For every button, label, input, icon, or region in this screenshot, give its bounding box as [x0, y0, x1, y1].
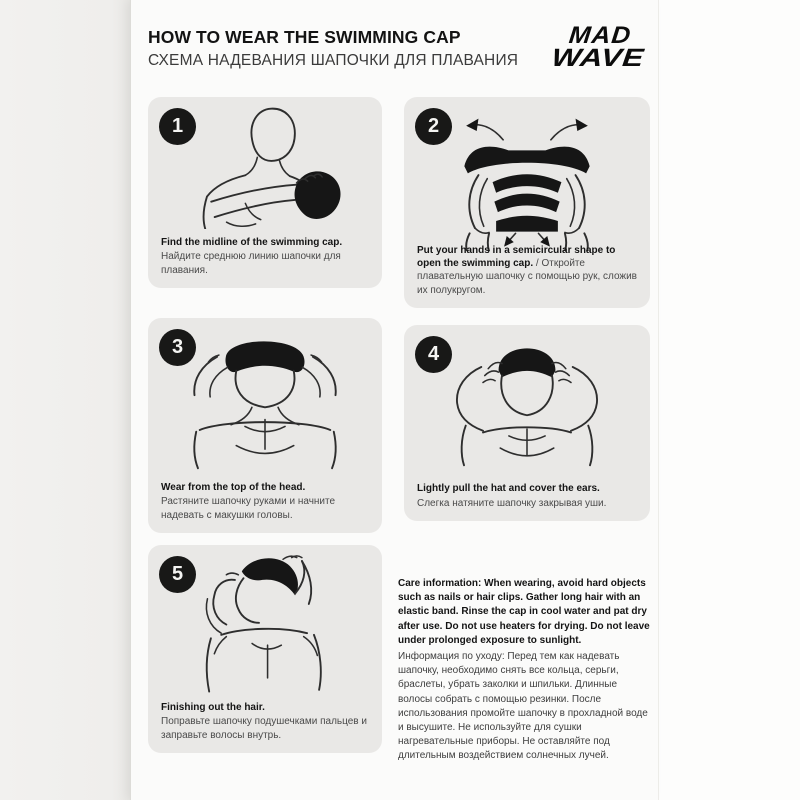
swim-cap-shape [499, 348, 556, 377]
step-3-illustration [148, 322, 382, 470]
step-1-illustration [148, 101, 382, 229]
step-panel-5 [148, 545, 382, 753]
caption-en: Find the midline of the swimming cap. [161, 237, 343, 249]
page-title: HOW TO WEAR THE SWIMMING CAP [148, 27, 461, 47]
madwave-logo [543, 22, 656, 72]
step-panel-2 [404, 97, 650, 308]
swim-cap-shape [225, 341, 304, 372]
cap-and-hair-shape [242, 558, 298, 595]
caption-ru: Слегка натяните шапочку закрывая уши. [417, 497, 607, 509]
care-text-ru: Информация по уходу: Перед тем как надевать шапочку, необходимо снять все кольца, серьги, браслеты, убрать заколки и шпильки. Длинные волосы собрать с помощью резинки. После использования промойте шапочку в прохладной воде и высушите. Не используйте для сушки нагревательные приборы. Не оставляйте под длительным воздействием солнечных лучей. [398, 650, 648, 762]
caption-en: Put your hands in a semicircular shape to open the swimming cap. [417, 244, 616, 270]
step-1-caption [161, 236, 374, 277]
caption-ru: Растяните шапочку руками и начните надевать с макушки головы. [161, 496, 336, 521]
person-holding-cap-drawing [156, 101, 374, 229]
step-3-caption [161, 481, 374, 522]
logo-word-wave: WAVE [550, 43, 646, 72]
step-2-caption [417, 244, 642, 297]
pulling-cap-over-ears-drawing [416, 329, 638, 467]
care-text-en: Care information: When wearing, avoid hard objects such as nails or hair clips. Gather long hair with an elastic band. Rinse the cap in cool water and pat dry after use. Do not use heaters for drying. Do not leave under prolonged exposure to sunlight. [398, 578, 650, 646]
step-4-caption [417, 482, 642, 510]
caption-ru: Найдите среднюю линию шапочки для плавания. [161, 251, 341, 276]
caption-ru: Поправьте шапочку подушечками пальцев и заправьте волосы внутрь. [161, 716, 367, 741]
step-number-badge: 3 [159, 329, 196, 366]
step-5-illustration [148, 549, 382, 695]
care-information [398, 577, 654, 763]
cap-top-band [464, 147, 589, 174]
step-number-badge: 5 [159, 556, 196, 593]
caption-en: Finishing out the hair. [161, 702, 265, 714]
swim-cap-shape [295, 171, 341, 219]
step-number-badge: 1 [159, 108, 196, 145]
step-5-caption [161, 701, 374, 742]
hands-stretching-cap-drawing [416, 101, 638, 251]
instruction-page [131, 0, 658, 800]
photo-left-margin [0, 0, 131, 800]
step-panel-3 [148, 318, 382, 533]
step-number-badge: 2 [415, 108, 452, 145]
tucking-hair-under-cap-drawing [156, 549, 374, 695]
page-header [148, 27, 548, 70]
wearing-cap-from-top-drawing [156, 322, 374, 470]
caption-ru: / Откройте плавательную шапочку с помощью рук, сложив их полукругом. [417, 258, 637, 296]
caption-en: Wear from the top of the head. [161, 482, 306, 494]
caption-en: Lightly pull the hat and cover the ears. [417, 483, 600, 495]
step-4-illustration [404, 329, 650, 467]
step-panel-4 [404, 325, 650, 521]
outward-arrow-icon [466, 119, 588, 140]
logo-word-mad: MAD [567, 22, 633, 49]
page-subtitle-ru: СХЕМА НАДЕВАНИЯ ШАПОЧКИ ДЛЯ ПЛАВАНИЯ [148, 52, 519, 69]
step-number-badge: 4 [415, 336, 452, 373]
step-panel-1 [148, 97, 382, 288]
step-2-illustration [404, 101, 650, 251]
